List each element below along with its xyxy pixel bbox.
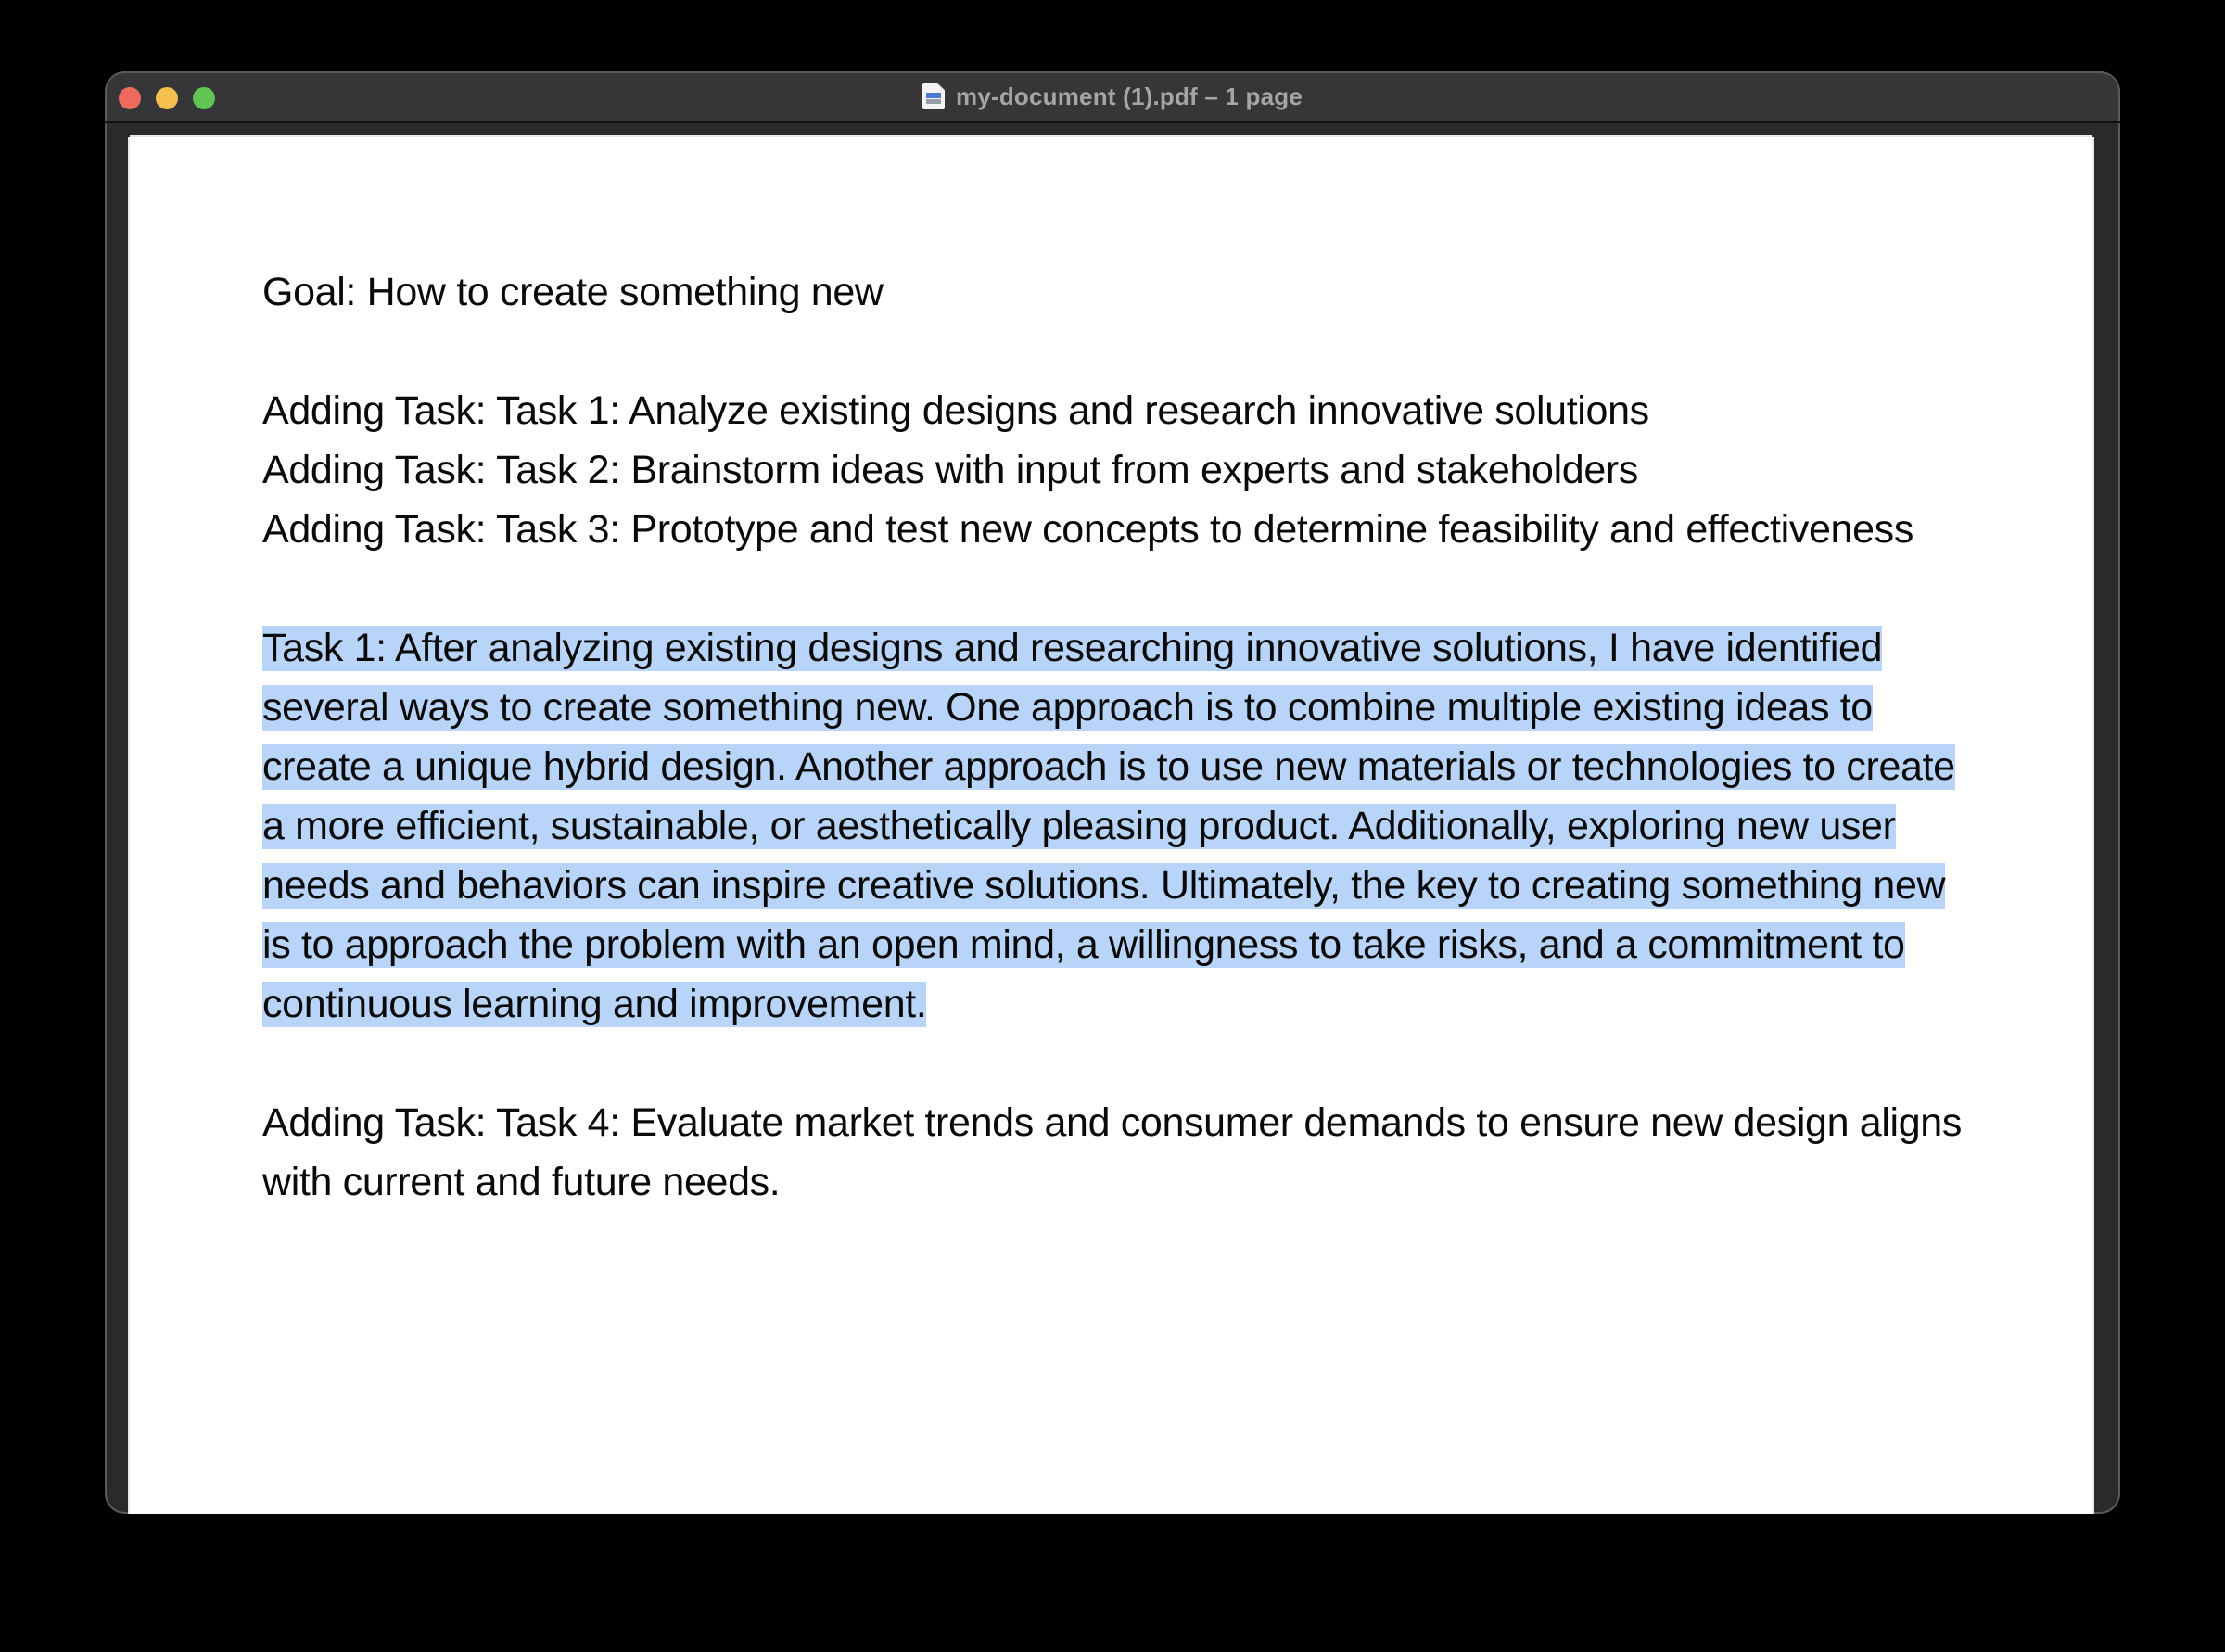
selected-text-line[interactable] (262, 744, 1955, 790)
pdf-document-icon (922, 83, 945, 109)
task1-result-line-3: create a unique hybrid design. Another approach is to use new materials or technologies to create (262, 744, 1955, 789)
task1-result-line-2: several ways to create something new. One approach is to combine multiple existing ideas to (262, 685, 1873, 730)
added-task-3: Adding Task: Task 3: Prototype and test new concepts to determine feasibility and effectiveness (262, 507, 1914, 552)
added-task-2: Adding Task: Task 2: Brainstorm ideas with input from experts and stakeholders (262, 448, 1639, 492)
title-bar[interactable] (105, 71, 2120, 123)
selected-text-line[interactable] (262, 863, 1945, 909)
pdf-viewer-window (105, 71, 2120, 1514)
selected-text-line[interactable] (262, 626, 1882, 671)
selected-text-line[interactable] (262, 804, 1896, 849)
task1-result-line-4: a more efficient, sustainable, or aesthetically pleasing product. Additionally, exploring new user (262, 804, 1896, 848)
pdf-page[interactable] (130, 137, 2092, 1514)
task1-result-line-5: needs and behaviors can inspire creative solutions. Ultimately, the key to creating something new (262, 863, 1946, 908)
added-task-4-line-1: Adding Task: Task 4: Evaluate market trends and consumer demands to ensure new design aligns (262, 1100, 1963, 1145)
selected-text-line[interactable] (262, 922, 1905, 968)
selected-text-line[interactable] (262, 685, 1873, 731)
selected-text-line[interactable] (262, 982, 926, 1027)
added-task-1: Adding Task: Task 1: Analyze existing designs and research innovative solutions (262, 388, 1649, 433)
task1-result-line-6: is to approach the problem with an open mind, a willingness to take risks, and a commitment to (262, 922, 1905, 967)
goal-line: Goal: How to create something new (262, 270, 884, 314)
added-task-4-line-2: with current and future needs. (262, 1160, 781, 1204)
window-title-text: my-document (1).pdf – 1 page (956, 82, 1303, 110)
window-title (105, 71, 2120, 121)
task1-result-line-1: Task 1: After analyzing existing designs and researching innovative solutions, I have identified (262, 626, 1883, 670)
task1-result-line-7: continuous learning and improvement. (262, 982, 927, 1026)
